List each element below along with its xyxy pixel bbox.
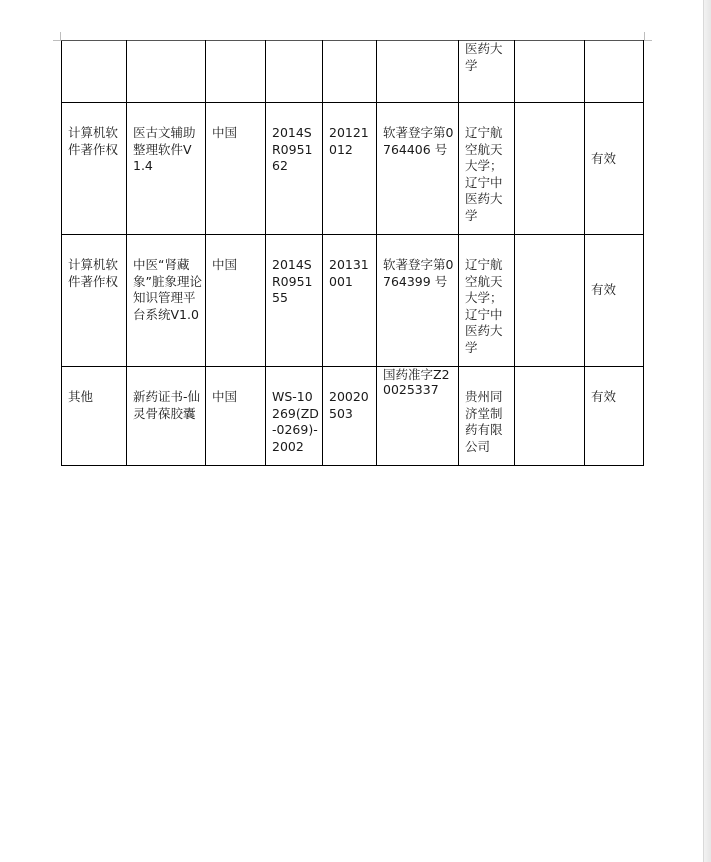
crop-mark (644, 40, 652, 41)
date-cell: 20020503 (323, 367, 377, 466)
certificate-cell: 软著登字第0764399 号 (377, 235, 459, 367)
name-cell: 中医“肾藏象”脏象理论知识管理平台系统V1.0 (127, 235, 206, 367)
number-cell: WS-10269(ZD-0269)-2002 (266, 367, 323, 466)
blank-cell (515, 367, 585, 466)
ip-table (61, 40, 644, 466)
country-cell (206, 41, 266, 103)
type-cell (62, 41, 127, 103)
date-cell: 20131001 (323, 235, 377, 367)
type-cell: 其他 (62, 367, 127, 466)
country-cell: 中国 (206, 235, 266, 367)
table-row (62, 41, 644, 103)
blank-cell (515, 235, 585, 367)
type-cell: 计算机软件著作权 (62, 103, 127, 235)
country-cell: 中国 (206, 367, 266, 466)
holder-cell: 医药大学 (459, 41, 515, 103)
crop-mark (53, 40, 61, 41)
status-cell: 有效 (585, 235, 644, 367)
status-cell (585, 41, 644, 103)
certificate-cell: 国药准字Z20025337 (377, 367, 459, 466)
number-cell: 2014SR095155 (266, 235, 323, 367)
status-cell: 有效 (585, 103, 644, 235)
name-cell (127, 41, 206, 103)
holder-cell: 贵州同济堂制药有限公司 (459, 367, 515, 466)
table-row (62, 235, 644, 367)
certificate-cell (377, 41, 459, 103)
table-row (62, 367, 644, 466)
number-cell (266, 41, 323, 103)
country-cell: 中国 (206, 103, 266, 235)
page-edge-shadow (704, 0, 711, 862)
table-row (62, 103, 644, 235)
holder-cell: 辽宁航空航天大学；辽宁中医药大学 (459, 103, 515, 235)
name-cell: 新药证书-仙灵骨葆胶囊 (127, 367, 206, 466)
date-cell: 20121012 (323, 103, 377, 235)
blank-cell (515, 103, 585, 235)
name-cell: 医古文辅助整理软件V1.4 (127, 103, 206, 235)
blank-cell (515, 41, 585, 103)
certificate-cell: 软著登字第0764406 号 (377, 103, 459, 235)
crop-mark (644, 32, 645, 40)
date-cell (323, 41, 377, 103)
holder-cell: 辽宁航空航天大学；辽宁中医药大学 (459, 235, 515, 367)
number-cell: 2014SR095162 (266, 103, 323, 235)
type-cell: 计算机软件著作权 (62, 235, 127, 367)
crop-mark (60, 32, 61, 40)
status-cell: 有效 (585, 367, 644, 466)
